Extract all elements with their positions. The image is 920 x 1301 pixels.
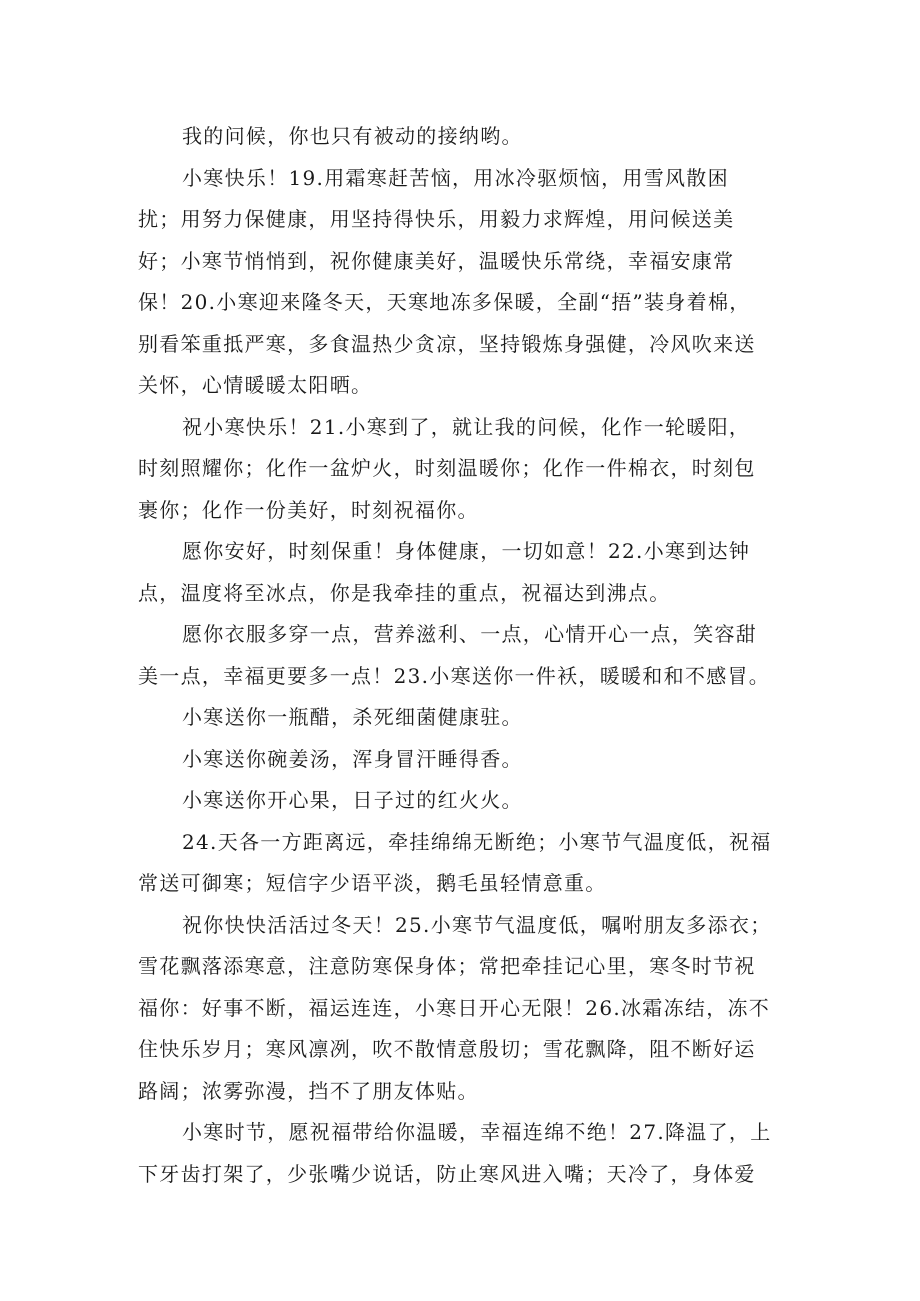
text-line: 点，温度将至冰点，你是我牵挂的重点，祝福达到沸点。	[138, 580, 671, 605]
text-line: 美一点，幸福更要多一点！23.小寒送你一件袄，暖暖和和不感冒。	[138, 663, 771, 688]
text-line: 住快乐岁月；寒风凛冽，吹不散情意殷切；雪花飘降，阻不断好运	[138, 1037, 756, 1061]
text-line: 小寒送你碗姜汤，浑身冒汗睡得香。	[182, 746, 523, 771]
text-line: 愿你安好，时刻保重！身体健康，一切如意！22.小寒到达钟	[182, 539, 751, 563]
text-line: 别看笨重抵严寒，多食温热少贪凉，坚持锻炼身强健，冷风吹来送	[138, 331, 756, 356]
text-line: 我的问候，你也只有被动的接纳哟。	[182, 124, 523, 148]
text-line: 小寒快乐！19.用霜寒赶苦恼，用冰冷驱烦恼，用雪风散困	[182, 165, 729, 190]
text-line: 保！20.小寒迎来隆冬天，天寒地冻多保暖，全副“捂”装身着棉，	[138, 290, 751, 314]
text-line: 福你：好事不断，福运连连，小寒日开心无限！26.冰霜冻结，冻不	[138, 995, 771, 1020]
text-line: 小寒送你开心果，日子过的红火火。	[182, 788, 523, 812]
text-line: 扰；用努力保健康，用坚持得快乐，用毅力求辉煌，用问候送美	[138, 207, 735, 231]
text-line: 祝你快快活活过冬天！25.小寒节气温度低，嘱咐朋友多添衣；	[182, 912, 772, 937]
text-line: 小寒送你一瓶醋，杀死细菌健康驻。	[182, 705, 523, 729]
text-line: 路阔；浓雾弥漫，挡不了朋友体贴。	[138, 1078, 479, 1103]
text-line: 常送可御寒；短信字少语平淡，鹅毛虽轻情意重。	[138, 871, 607, 895]
text-line: 小寒时节，愿祝福带给你温暖，幸福连绵不绝！27.降温了，上	[182, 1120, 772, 1144]
text-line: 时刻照耀你；化作一盆炉火，时刻温暖你；化作一件棉衣，时刻包	[138, 456, 756, 480]
text-line: 24.天各一方距离远，牵挂绵绵无断绝；小寒节气温度低，祝福	[182, 829, 772, 854]
text-line: 雪花飘落添寒意，注意防寒保身体；常把牵挂记心里，寒冬时节祝	[138, 954, 756, 978]
text-line: 好；小寒节悄悄到，祝你健康美好，温暖快乐常绕，幸福安康常	[138, 248, 735, 273]
text-line: 祝小寒快乐！21.小寒到了，就让我的问候，化作一轮暖阳，	[182, 414, 751, 439]
document-body	[138, 116, 783, 1195]
text-line: 愿你衣服多穿一点，营养滋利、一点，心情开心一点，笑容甜	[182, 622, 758, 646]
text-line: 裹你；化作一份美好，时刻祝福你。	[138, 497, 479, 522]
text-line: 关怀，心情暖暖太阳晒。	[138, 373, 373, 397]
text-line: 下牙齿打架了，少张嘴少说话，防止寒风进入嘴；天冷了，身体爱	[138, 1161, 756, 1186]
